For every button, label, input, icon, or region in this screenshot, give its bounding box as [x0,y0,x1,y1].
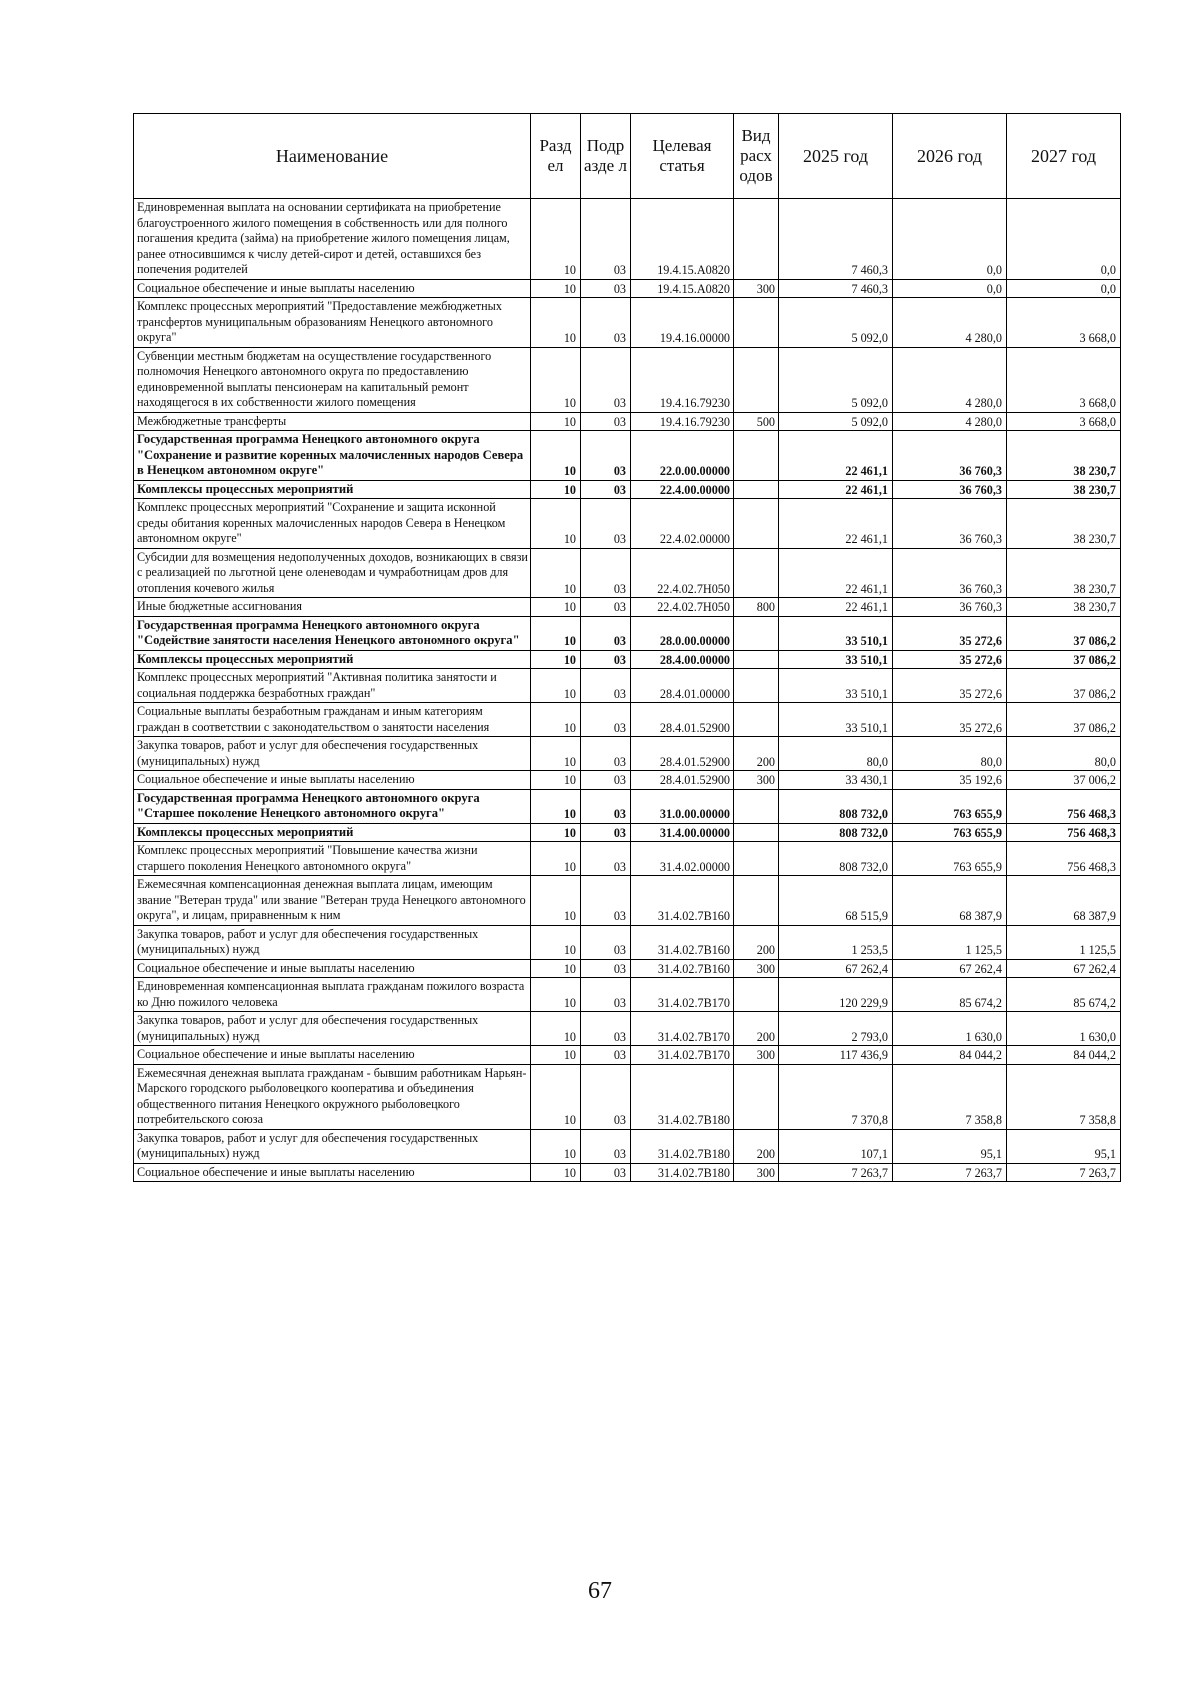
row-amount-2026: 36 760,3 [893,431,1007,481]
row-name: Межбюджетные трансферты [134,412,531,431]
row-article: 28.0.00.00000 [631,616,734,650]
row-amount-2026: 7 263,7 [893,1163,1007,1182]
row-vid [734,298,779,348]
row-amount-2027: 1 125,5 [1007,925,1121,959]
row-razdel: 10 [531,1012,581,1046]
row-amount-2025: 120 229,9 [779,978,893,1012]
row-razdel: 10 [531,347,581,412]
row-amount-2025: 33 510,1 [779,669,893,703]
header-podrazdel: Подр азде л [581,114,631,199]
table-row [134,499,1121,549]
table-row [134,959,1121,978]
row-amount-2027: 0,0 [1007,279,1121,298]
row-amount-2025: 33 430,1 [779,771,893,790]
row-amount-2026: 1 630,0 [893,1012,1007,1046]
row-amount-2026: 35 192,6 [893,771,1007,790]
row-razdel: 10 [531,1129,581,1163]
row-name: Комплекс процессных мероприятий "Активная политика занятости и социальная поддержка безработных граждан" [134,669,531,703]
row-amount-2026: 763 655,9 [893,842,1007,876]
row-razdel: 10 [531,431,581,481]
row-amount-2026: 68 387,9 [893,876,1007,926]
row-article: 22.4.00.00000 [631,480,734,499]
row-vid [734,669,779,703]
row-podrazdel: 03 [581,598,631,617]
row-amount-2027: 95,1 [1007,1129,1121,1163]
row-amount-2027: 38 230,7 [1007,431,1121,481]
row-amount-2026: 95,1 [893,1129,1007,1163]
row-amount-2027: 756 468,3 [1007,823,1121,842]
row-podrazdel: 03 [581,978,631,1012]
row-vid [734,616,779,650]
row-podrazdel: 03 [581,789,631,823]
row-razdel: 10 [531,1046,581,1065]
header-vid: Вид расх одов [734,114,779,199]
row-amount-2025: 5 092,0 [779,347,893,412]
row-podrazdel: 03 [581,959,631,978]
row-name: Единовременная выплата на основании сертификата на приобретение благоустроенного жилого помещения в собственность или для полного погашения кредита (займа) на приобретение жилого помещения лицам, ранее относившимся к числу детей-сирот и детей, оставшихся без попечения родителей [134,199,531,280]
row-name: Социальное обеспечение и иные выплаты населению [134,279,531,298]
row-article: 31.0.00.00000 [631,789,734,823]
row-amount-2025: 22 461,1 [779,548,893,598]
row-name: Иные бюджетные ассигнования [134,598,531,617]
row-razdel: 10 [531,1163,581,1182]
table-row [134,1012,1121,1046]
row-article: 28.4.01.52900 [631,771,734,790]
row-amount-2027: 756 468,3 [1007,842,1121,876]
row-vid [734,842,779,876]
row-name: Субсидии для возмещения недополученных доходов, возникающих в связи с реализацией по льготной цене оленеводам и чумработницам дров для отопления кочевого жилья [134,548,531,598]
row-vid: 300 [734,1046,779,1065]
row-amount-2026: 36 760,3 [893,480,1007,499]
row-razdel: 10 [531,1064,581,1129]
row-vid [734,499,779,549]
row-article: 28.4.01.52900 [631,737,734,771]
header-2026: 2026 год [893,114,1007,199]
row-article: 31.4.02.7В180 [631,1163,734,1182]
header-article: Целевая статья [631,114,734,199]
row-vid: 500 [734,412,779,431]
row-article: 28.4.00.00000 [631,650,734,669]
table-row [134,1163,1121,1182]
row-amount-2027: 3 668,0 [1007,298,1121,348]
row-amount-2025: 5 092,0 [779,298,893,348]
row-razdel: 10 [531,737,581,771]
row-razdel: 10 [531,925,581,959]
row-amount-2027: 756 468,3 [1007,789,1121,823]
table-body [134,199,1121,1182]
table-row [134,412,1121,431]
row-vid: 200 [734,1129,779,1163]
row-amount-2026: 0,0 [893,199,1007,280]
row-amount-2027: 0,0 [1007,199,1121,280]
row-razdel: 10 [531,616,581,650]
row-name: Социальное обеспечение и иные выплаты населению [134,959,531,978]
table-row [134,347,1121,412]
table-row [134,789,1121,823]
table-row [134,978,1121,1012]
row-article: 19.4.16.79230 [631,412,734,431]
row-amount-2025: 7 460,3 [779,199,893,280]
table-row [134,669,1121,703]
row-name: Закупка товаров, работ и услуг для обеспечения государственных (муниципальных) нужд [134,737,531,771]
row-amount-2025: 808 732,0 [779,789,893,823]
row-podrazdel: 03 [581,199,631,280]
row-amount-2025: 2 793,0 [779,1012,893,1046]
row-razdel: 10 [531,669,581,703]
row-amount-2026: 35 272,6 [893,669,1007,703]
row-amount-2026: 84 044,2 [893,1046,1007,1065]
row-amount-2027: 37 006,2 [1007,771,1121,790]
row-razdel: 10 [531,199,581,280]
row-amount-2025: 33 510,1 [779,703,893,737]
row-amount-2026: 0,0 [893,279,1007,298]
row-article: 31.4.02.7В160 [631,876,734,926]
row-razdel: 10 [531,298,581,348]
row-amount-2027: 7 358,8 [1007,1064,1121,1129]
table-row [134,823,1121,842]
row-amount-2025: 5 092,0 [779,412,893,431]
row-name: Закупка товаров, работ и услуг для обеспечения государственных (муниципальных) нужд [134,1012,531,1046]
table-row [134,480,1121,499]
row-podrazdel: 03 [581,925,631,959]
row-name: Ежемесячная компенсационная денежная выплата лицам, имеющим звание "Ветеран труда" или звание "Ветеран труда Ненецкого автономного округа", и лицам, приравненным к ним [134,876,531,926]
row-article: 31.4.02.7В170 [631,1012,734,1046]
row-podrazdel: 03 [581,298,631,348]
row-amount-2025: 107,1 [779,1129,893,1163]
row-amount-2027: 37 086,2 [1007,650,1121,669]
row-name: Комплексы процессных мероприятий [134,480,531,499]
row-podrazdel: 03 [581,1046,631,1065]
row-amount-2027: 38 230,7 [1007,548,1121,598]
row-amount-2027: 37 086,2 [1007,703,1121,737]
table-row [134,925,1121,959]
table-row [134,199,1121,280]
row-article: 22.4.02.00000 [631,499,734,549]
row-article: 19.4.15.А0820 [631,199,734,280]
row-amount-2026: 7 358,8 [893,1064,1007,1129]
table-header-row [134,114,1121,199]
row-amount-2026: 36 760,3 [893,598,1007,617]
row-amount-2026: 763 655,9 [893,823,1007,842]
row-vid [734,823,779,842]
row-podrazdel: 03 [581,1163,631,1182]
header-2027: 2027 год [1007,114,1121,199]
row-podrazdel: 03 [581,347,631,412]
row-amount-2026: 80,0 [893,737,1007,771]
table-row [134,431,1121,481]
row-amount-2026: 36 760,3 [893,499,1007,549]
budget-table [133,113,1121,1182]
row-razdel: 10 [531,842,581,876]
table-row [134,771,1121,790]
row-amount-2027: 7 263,7 [1007,1163,1121,1182]
row-amount-2026: 35 272,6 [893,650,1007,669]
row-vid [734,199,779,280]
row-amount-2027: 3 668,0 [1007,412,1121,431]
row-amount-2025: 7 263,7 [779,1163,893,1182]
table-row [134,1046,1121,1065]
row-razdel: 10 [531,789,581,823]
row-vid [734,480,779,499]
row-razdel: 10 [531,978,581,1012]
row-amount-2025: 808 732,0 [779,842,893,876]
table-row [134,1064,1121,1129]
table-row [134,279,1121,298]
row-amount-2025: 22 461,1 [779,499,893,549]
row-article: 19.4.16.79230 [631,347,734,412]
row-article: 19.4.15.А0820 [631,279,734,298]
row-amount-2027: 37 086,2 [1007,669,1121,703]
table-row [134,548,1121,598]
row-vid [734,548,779,598]
row-amount-2027: 85 674,2 [1007,978,1121,1012]
row-article: 31.4.02.7В170 [631,978,734,1012]
row-amount-2025: 22 461,1 [779,598,893,617]
row-amount-2025: 808 732,0 [779,823,893,842]
row-amount-2025: 22 461,1 [779,480,893,499]
row-amount-2027: 37 086,2 [1007,616,1121,650]
row-vid: 200 [734,1012,779,1046]
header-name: Наименование [134,114,531,199]
row-podrazdel: 03 [581,842,631,876]
row-amount-2027: 38 230,7 [1007,480,1121,499]
row-vid [734,1064,779,1129]
table-row [134,703,1121,737]
row-article: 31.4.02.7В160 [631,959,734,978]
row-amount-2026: 4 280,0 [893,347,1007,412]
row-razdel: 10 [531,823,581,842]
row-podrazdel: 03 [581,823,631,842]
row-amount-2027: 1 630,0 [1007,1012,1121,1046]
row-amount-2026: 4 280,0 [893,298,1007,348]
row-vid [734,978,779,1012]
row-podrazdel: 03 [581,737,631,771]
row-podrazdel: 03 [581,431,631,481]
row-razdel: 10 [531,959,581,978]
row-amount-2025: 68 515,9 [779,876,893,926]
row-podrazdel: 03 [581,412,631,431]
row-podrazdel: 03 [581,1064,631,1129]
table-row [134,298,1121,348]
row-name: Социальное обеспечение и иные выплаты населению [134,771,531,790]
row-razdel: 10 [531,876,581,926]
row-podrazdel: 03 [581,499,631,549]
row-amount-2027: 84 044,2 [1007,1046,1121,1065]
row-razdel: 10 [531,499,581,549]
page-number: 67 [588,1578,612,1604]
row-name: Социальные выплаты безработным гражданам и иным категориям граждан в соответствии с законодательством о занятости населения [134,703,531,737]
row-article: 31.4.02.7В180 [631,1064,734,1129]
row-amount-2027: 68 387,9 [1007,876,1121,926]
row-vid: 300 [734,771,779,790]
row-vid: 200 [734,737,779,771]
row-vid [734,650,779,669]
row-amount-2026: 35 272,6 [893,616,1007,650]
row-amount-2027: 3 668,0 [1007,347,1121,412]
row-article: 28.4.01.00000 [631,669,734,703]
row-name: Закупка товаров, работ и услуг для обеспечения государственных (муниципальных) нужд [134,1129,531,1163]
row-name: Государственная программа Ненецкого автономного округа "Старшее поколение Ненецкого автономного округа" [134,789,531,823]
row-name: Социальное обеспечение и иные выплаты населению [134,1046,531,1065]
row-article: 28.4.01.52900 [631,703,734,737]
row-razdel: 10 [531,548,581,598]
table-row [134,598,1121,617]
row-article: 31.4.00.00000 [631,823,734,842]
row-article: 31.4.02.7В160 [631,925,734,959]
row-podrazdel: 03 [581,480,631,499]
row-podrazdel: 03 [581,1012,631,1046]
row-amount-2025: 80,0 [779,737,893,771]
row-article: 31.4.02.7В170 [631,1046,734,1065]
row-vid [734,876,779,926]
row-name: Ежемесячная денежная выплата гражданам - бывшим работникам Нарьян-Марского городского рыболовецкого кооператива и объединения общественного питания Ненецкого окружного рыболовецкого потребительского союза [134,1064,531,1129]
row-amount-2025: 7 460,3 [779,279,893,298]
row-vid [734,431,779,481]
row-vid [734,703,779,737]
row-vid: 300 [734,279,779,298]
table-row [134,1129,1121,1163]
row-podrazdel: 03 [581,548,631,598]
row-name: Субвенции местным бюджетам на осуществление государственного полномочия Ненецкого автономного округа по предоставлению единовременной выплаты пенсионерам на капитальный ремонт находящегося в их собственности жилого помещения [134,347,531,412]
row-amount-2025: 7 370,8 [779,1064,893,1129]
table-row [134,876,1121,926]
row-article: 22.4.02.7Н050 [631,548,734,598]
row-name: Государственная программа Ненецкого автономного округа "Содействие занятости населения Ненецкого автономного округа" [134,616,531,650]
row-amount-2026: 763 655,9 [893,789,1007,823]
table-row [134,616,1121,650]
header-razdel: Разд ел [531,114,581,199]
row-vid: 300 [734,959,779,978]
row-name: Комплекс процессных мероприятий "Сохранение и защита исконной среды обитания коренных малочисленных народов Севера в Ненецком автономном округе" [134,499,531,549]
row-podrazdel: 03 [581,1129,631,1163]
row-article: 31.4.02.00000 [631,842,734,876]
row-amount-2025: 33 510,1 [779,650,893,669]
row-podrazdel: 03 [581,703,631,737]
row-razdel: 10 [531,412,581,431]
row-amount-2027: 67 262,4 [1007,959,1121,978]
row-razdel: 10 [531,650,581,669]
row-vid [734,789,779,823]
row-amount-2026: 1 125,5 [893,925,1007,959]
row-name: Комплексы процессных мероприятий [134,650,531,669]
row-vid [734,347,779,412]
header-2025: 2025 год [779,114,893,199]
row-podrazdel: 03 [581,616,631,650]
row-razdel: 10 [531,598,581,617]
row-vid: 300 [734,1163,779,1182]
row-name: Комплекс процессных мероприятий "Повышение качества жизни старшего поколения Ненецкого автономного округа" [134,842,531,876]
row-amount-2025: 117 436,9 [779,1046,893,1065]
row-name: Закупка товаров, работ и услуг для обеспечения государственных (муниципальных) нужд [134,925,531,959]
row-amount-2025: 22 461,1 [779,431,893,481]
row-podrazdel: 03 [581,669,631,703]
row-amount-2027: 80,0 [1007,737,1121,771]
row-razdel: 10 [531,703,581,737]
table-row [134,650,1121,669]
row-name: Единовременная компенсационная выплата гражданам пожилого возраста ко Дню пожилого человека [134,978,531,1012]
row-amount-2026: 4 280,0 [893,412,1007,431]
row-amount-2025: 33 510,1 [779,616,893,650]
row-amount-2026: 85 674,2 [893,978,1007,1012]
row-razdel: 10 [531,279,581,298]
row-article: 31.4.02.7В180 [631,1129,734,1163]
row-razdel: 10 [531,480,581,499]
row-article: 22.4.02.7Н050 [631,598,734,617]
row-amount-2027: 38 230,7 [1007,598,1121,617]
row-vid: 200 [734,925,779,959]
row-podrazdel: 03 [581,279,631,298]
row-vid: 800 [734,598,779,617]
row-podrazdel: 03 [581,650,631,669]
row-article: 22.0.00.00000 [631,431,734,481]
row-amount-2025: 67 262,4 [779,959,893,978]
row-name: Государственная программа Ненецкого автономного округа "Сохранение и развитие коренных малочисленных народов Севера в Ненецком автономном округе" [134,431,531,481]
row-podrazdel: 03 [581,876,631,926]
row-amount-2026: 67 262,4 [893,959,1007,978]
row-podrazdel: 03 [581,771,631,790]
row-name: Комплексы процессных мероприятий [134,823,531,842]
table-row [134,842,1121,876]
row-article: 19.4.16.00000 [631,298,734,348]
row-name: Комплекс процессных мероприятий "Предоставление межбюджетных трансфертов муниципальным образованиям Ненецкого автономного округа" [134,298,531,348]
row-amount-2026: 35 272,6 [893,703,1007,737]
row-razdel: 10 [531,771,581,790]
row-amount-2026: 36 760,3 [893,548,1007,598]
budget-sheet [133,113,1120,1182]
row-name: Социальное обеспечение и иные выплаты населению [134,1163,531,1182]
table-row [134,737,1121,771]
row-amount-2025: 1 253,5 [779,925,893,959]
row-amount-2027: 38 230,7 [1007,499,1121,549]
